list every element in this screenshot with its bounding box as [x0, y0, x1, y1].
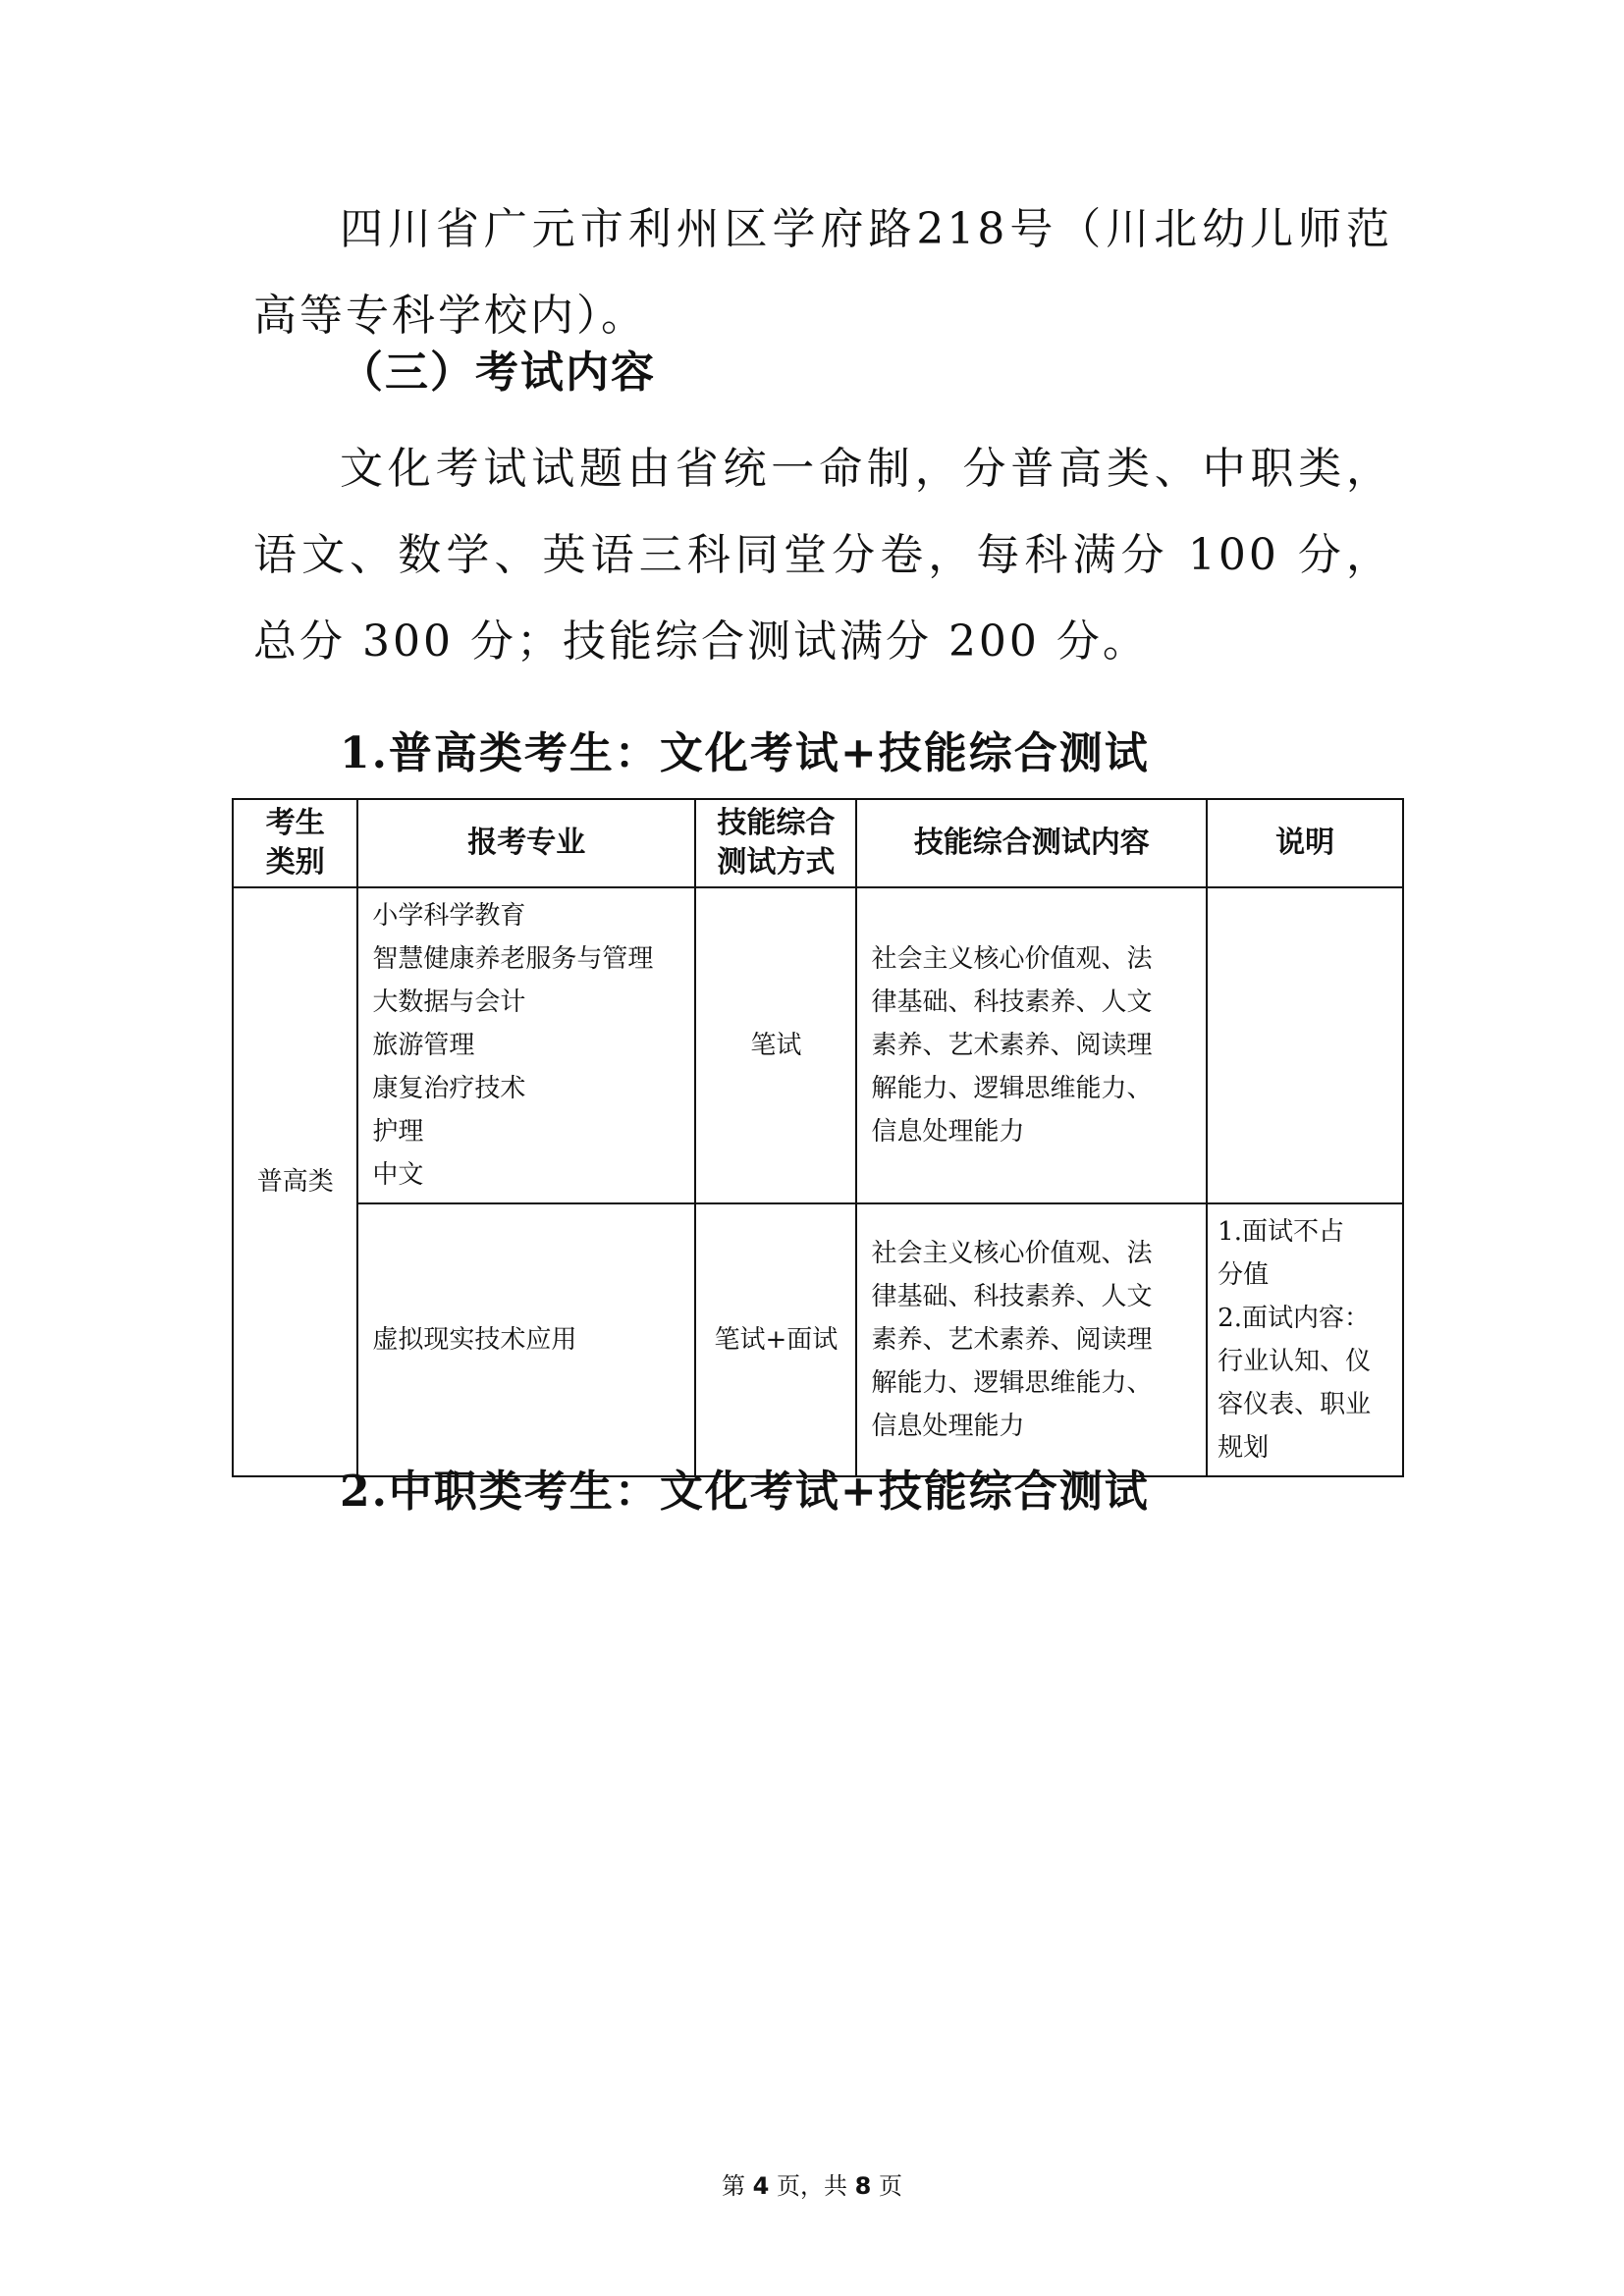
header-notes: 说明 — [1207, 799, 1403, 887]
majors-cell — [357, 1203, 695, 1476]
exam-table — [232, 798, 1404, 1477]
table-row — [233, 1203, 1403, 1476]
header-category — [233, 799, 357, 887]
note-line: 行业认知、仪 — [1218, 1347, 1372, 1376]
footer-total-pages: 8 — [854, 2172, 872, 2200]
content-cell — [856, 1203, 1207, 1476]
header-method — [695, 799, 856, 887]
method-cell: 笔试 — [695, 887, 856, 1203]
major-item: 智慧健康养老服务与管理 — [372, 944, 654, 974]
address-paragraph: 四川省广元市利州区学府路218号（川北幼儿师范高等专科学校内）。 — [253, 204, 1392, 341]
content-line: 解能力、逻辑思维能力、 — [871, 1368, 1153, 1398]
content-line: 素养、艺术素养、阅读理 — [871, 1325, 1153, 1355]
exam-description-paragraph: 文化考试试题由省统一命制，分普高类、中职类，语文、数学、英语三科同堂分卷，每科满分 100 分，总分 300 分；技能综合测试满分 200 分。 — [253, 444, 1392, 667]
content-line: 律基础、科技素养、人文 — [871, 1282, 1153, 1311]
header-major: 报考专业 — [357, 799, 695, 887]
method-cell: 笔试+面试 — [695, 1203, 856, 1476]
content-line: 社会主义核心价值观、法 — [871, 1239, 1153, 1268]
content-line: 律基础、科技素养、人文 — [871, 988, 1153, 1017]
footer-page-number: 4 — [752, 2172, 770, 2200]
header-category-line2: 类别 — [265, 845, 325, 880]
content-line: 素养、艺术素养、阅读理 — [871, 1031, 1153, 1060]
category-cell: 普高类 — [233, 887, 357, 1476]
footer-suffix: 页 — [878, 2172, 902, 2200]
major-item: 大数据与会计 — [372, 988, 526, 1017]
note-line: 分值 — [1218, 1260, 1270, 1290]
note-line: 1.面试不占 — [1218, 1217, 1344, 1247]
major-item: 护理 — [372, 1117, 424, 1147]
major-item: 中文 — [372, 1160, 424, 1190]
majors-cell — [357, 887, 695, 1203]
note-line: 2.面试内容： — [1218, 1304, 1370, 1333]
header-content: 技能综合测试内容 — [856, 799, 1207, 887]
note-line: 规划 — [1218, 1433, 1270, 1463]
notes-cell — [1207, 1203, 1403, 1476]
content-line: 信息处理能力 — [871, 1117, 1025, 1147]
major-item: 旅游管理 — [372, 1031, 475, 1060]
header-method-line1: 技能综合 — [717, 806, 836, 840]
content-line: 解能力、逻辑思维能力、 — [871, 1074, 1153, 1103]
major-item: 虚拟现实技术应用 — [372, 1325, 577, 1355]
header-category-line1: 考生 — [265, 806, 325, 840]
table-row — [233, 887, 1403, 1203]
content-line: 社会主义核心价值观、法 — [871, 944, 1153, 974]
section2-title: 2.中职类考生：文化考试+技能综合测试 — [340, 1467, 1150, 1517]
footer-middle: 页，共 — [777, 2172, 847, 2200]
note-line: 容仪表、职业 — [1218, 1390, 1372, 1419]
table-header-row — [233, 799, 1403, 887]
header-method-line2: 测试方式 — [717, 845, 836, 880]
content-line: 信息处理能力 — [871, 1412, 1025, 1441]
notes-cell — [1207, 887, 1403, 1203]
page-footer — [0, 2166, 1624, 2201]
footer-prefix: 第 — [722, 2172, 746, 2200]
major-item: 康复治疗技术 — [372, 1074, 526, 1103]
major-item: 小学科学教育 — [372, 901, 526, 931]
content-cell — [856, 887, 1207, 1203]
exam-content-heading: （三）考试内容 — [340, 347, 656, 398]
section1-title: 1.普高类考生：文化考试+技能综合测试 — [340, 728, 1150, 778]
